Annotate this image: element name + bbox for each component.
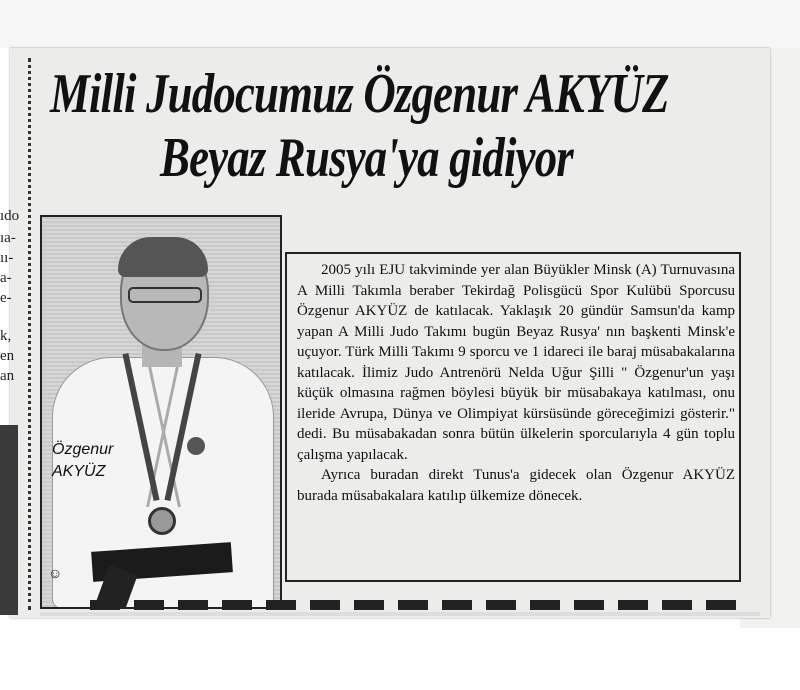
medal-icon <box>148 507 176 535</box>
bottom-shadow <box>40 612 760 616</box>
column-divider <box>28 58 31 610</box>
headline-line-2: Beyaz Rusya'ya gidiyor <box>160 127 573 189</box>
left-photo-fragment <box>0 425 18 615</box>
left-fragment-text: ıı- <box>0 250 14 266</box>
left-fragment-text: en <box>0 348 15 364</box>
left-fragment-text: e- <box>0 290 12 306</box>
athlete-photo <box>40 215 282 609</box>
left-fragment-text: an <box>0 368 15 384</box>
left-fragment-text: ıa- <box>0 230 16 246</box>
article-paragraph-1: 2005 yılı EJU takviminde yer alan Büyükler Minsk (A) Turnuvasına A Milli Takımla beraber Tekirdağ Polisgücü Spor Kulübü Sporcusu Özgenur AKYÜZ de katılacak. Yaklaşık 20 gündür Samsun'da kamp yapan A Milli Judo Takımı bugün Beyaz Rusya' nın başkenti Minsk'e uçuyor. Türk Milli Takımı 9 sporcu ve 1 idareci ile baraj müsabakalarına katılacak. İlimiz Judo Antrenörü Nelda Uğur Şilli " Özgenur'un yaşı küçük olmasına rağmen böylesi büyük bir müsabakaya katılması, onu ileride Avrupa, Dünya ve Olimpiyat kürsüsünde göreceğimizi gösterir." dedi. Bu müsabakadan sonra bütün ülkelerin sporcularıyla 4 gün toplu çalışma yapılacak. <box>297 262 735 463</box>
bottom-border-dashes <box>90 600 740 610</box>
headline-line-1: Milli Judocumuz Özgenur AKYÜZ <box>50 63 669 125</box>
left-fragment-text: k, <box>0 328 12 344</box>
gi-patch-icon <box>187 437 205 455</box>
article-paragraph-2: Ayrıca buradan direkt Tunus'a gidecek olan Özgenur AKYÜZ burada müsabakalara katılıp ülkemize dönecek. <box>297 467 735 504</box>
article-box <box>285 252 741 582</box>
glasses <box>128 287 202 303</box>
smiley-icon: ☺ <box>48 567 63 582</box>
article-body <box>297 260 735 506</box>
hair <box>118 237 208 277</box>
left-fragment-text: ıdo <box>0 208 20 224</box>
headline <box>50 62 750 190</box>
photo-caption <box>52 439 113 483</box>
caption-line-1: Özgenur <box>52 441 114 458</box>
scan-background-top <box>0 0 800 48</box>
caption-line-2: AKYÜZ <box>52 463 106 480</box>
left-fragment-text: a- <box>0 270 12 286</box>
